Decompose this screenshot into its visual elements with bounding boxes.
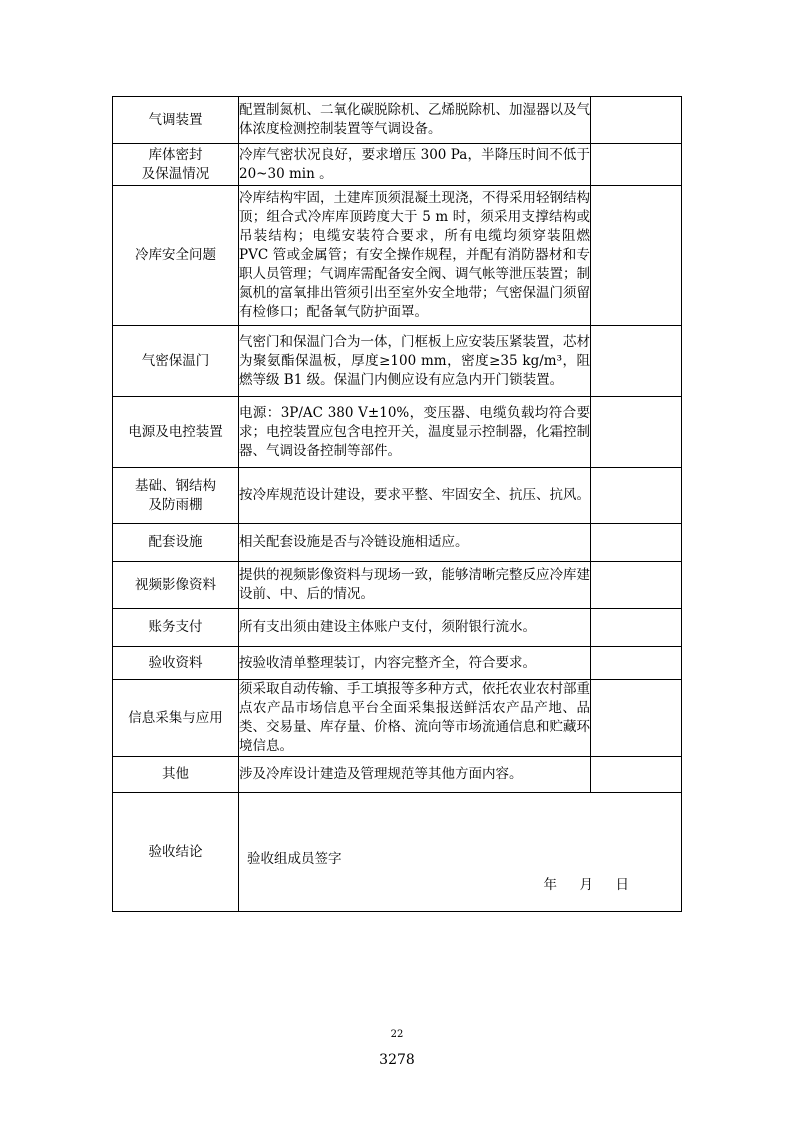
conclusion-label: 验收结论 [148, 843, 203, 860]
result-cell[interactable] [591, 326, 682, 397]
item-label: 电源及电控装置 [128, 423, 223, 440]
result-cell[interactable] [591, 186, 682, 326]
result-cell[interactable] [591, 609, 682, 647]
item-label: 基础、钢结构 及防雨棚 [135, 477, 216, 513]
result-cell[interactable] [591, 144, 682, 186]
table-row [113, 144, 682, 186]
date-year: 年 [543, 877, 557, 893]
item-label: 配套设施 [148, 534, 203, 550]
item-cell [113, 397, 239, 468]
item-label: 气调装置 [148, 111, 203, 128]
item-label: 验收资料 [148, 654, 203, 671]
page-number: 22 [390, 1029, 404, 1040]
requirement-cell: 所有支出须由建设主体账户支付，须附银行流水。 [239, 609, 591, 647]
item-label: 其他 [162, 766, 189, 782]
requirement-cell: 冷库气密状况良好，要求增压 300 Pa，半降压时间不低于 20~30 min 。 [239, 144, 591, 186]
result-cell[interactable] [591, 97, 682, 144]
requirement-cell: 按冷库规范设计建设，要求平整、牢固安全、抗压、抗风。 [239, 468, 591, 524]
table-row [113, 609, 682, 647]
requirement-cell: 须采取自动传输、手工填报等多种方式，依托农业农村部重点农产品市场信息平台全面采集报送鲜活农产品产地、品类、交易量、库存量、价格、流向等市场流通信息和贮藏环境信息。 [239, 680, 591, 757]
item-label: 冷库安全问题 [135, 247, 216, 263]
item-cell [113, 524, 239, 562]
table-row [113, 680, 682, 757]
requirement-cell: 相关配套设施是否与冷链设施相适应。 [239, 524, 591, 562]
table-row [113, 468, 682, 524]
item-cell [113, 326, 239, 397]
item-cell [113, 609, 239, 647]
table-row [113, 647, 682, 680]
date-day: 日 [615, 877, 629, 893]
table-row [113, 326, 682, 397]
table-row [113, 397, 682, 468]
item-label: 库体密封 及保温情况 [141, 146, 210, 182]
requirement-cell: 电源：3P/AC 380 V±10%，变压器、电缆负载均符合要求；电控装置应包含电控开关，温度显示控制器，化霜控制器、气调设备控制等部件。 [239, 397, 591, 468]
result-cell[interactable] [591, 757, 682, 793]
item-cell [113, 144, 239, 186]
acceptance-table [112, 96, 682, 912]
conclusion-row [113, 793, 682, 912]
requirement-cell: 提供的视频影像资料与现场一致，能够清晰完整反应冷库建设前、中、后的情况。 [239, 562, 591, 609]
item-label: 视频影像资料 [135, 576, 216, 593]
requirement-cell: 按验收清单整理装订，内容完整齐全，符合要求。 [239, 647, 591, 680]
date-line [544, 876, 630, 895]
item-label: 账务支付 [148, 619, 203, 635]
table-row [113, 524, 682, 562]
item-cell [113, 757, 239, 793]
requirement-cell: 冷库结构牢固，土建库顶须混凝土现浇，不得采用轻钢结构顶；组合式冷库库顶跨度大于 5 m 时，须采用支撑结构或吊装结构；电缆安装符合要求，所有电缆均须穿装阻燃 PVC 管或金属管；有安全操作规程，并配有消防器材和专职人员管理；气调库需配备安全阀、调气帐等泄压装置；制氮机的富氧排出管须引出至室外安全地带；气密保温门须留有检修口；配备氧气防护面罩。 [239, 186, 591, 326]
item-label: 信息采集与应用 [128, 709, 223, 726]
table-body [113, 97, 682, 793]
result-cell[interactable] [591, 397, 682, 468]
table-row [113, 562, 682, 609]
result-cell[interactable] [591, 468, 682, 524]
item-cell [113, 97, 239, 144]
conclusion-content-cell [239, 793, 682, 912]
result-cell[interactable] [591, 524, 682, 562]
sign-label: 验收组成员签字 [247, 851, 342, 867]
result-cell[interactable] [591, 647, 682, 680]
table-row [113, 97, 682, 144]
serial-number: 3278 [379, 1052, 415, 1068]
item-cell [113, 647, 239, 680]
result-cell[interactable] [591, 680, 682, 757]
result-cell[interactable] [591, 562, 682, 609]
item-cell [113, 186, 239, 326]
date-month: 月 [579, 877, 593, 893]
table-row [113, 757, 682, 793]
requirement-cell: 配置制氮机、二氧化碳脱除机、乙烯脱除机、加湿器以及气体浓度检测控制装置等气调设备。 [239, 97, 591, 144]
item-cell [113, 468, 239, 524]
item-label: 气密保温门 [141, 352, 210, 369]
item-cell [113, 680, 239, 757]
item-cell [113, 562, 239, 609]
requirement-cell: 涉及冷库设计建造及管理规范等其他方面内容。 [239, 757, 591, 793]
conclusion-label-cell [113, 793, 239, 912]
table-row [113, 186, 682, 326]
requirement-cell: 气密门和保温门合为一体，门框板上应安装压紧装置，芯材为聚氨酯保温板，厚度≥100 mm，密度≥35 kg/m³，阻燃等级 B1 级。保温门内侧应设有应急内开门锁装置。 [239, 326, 591, 397]
